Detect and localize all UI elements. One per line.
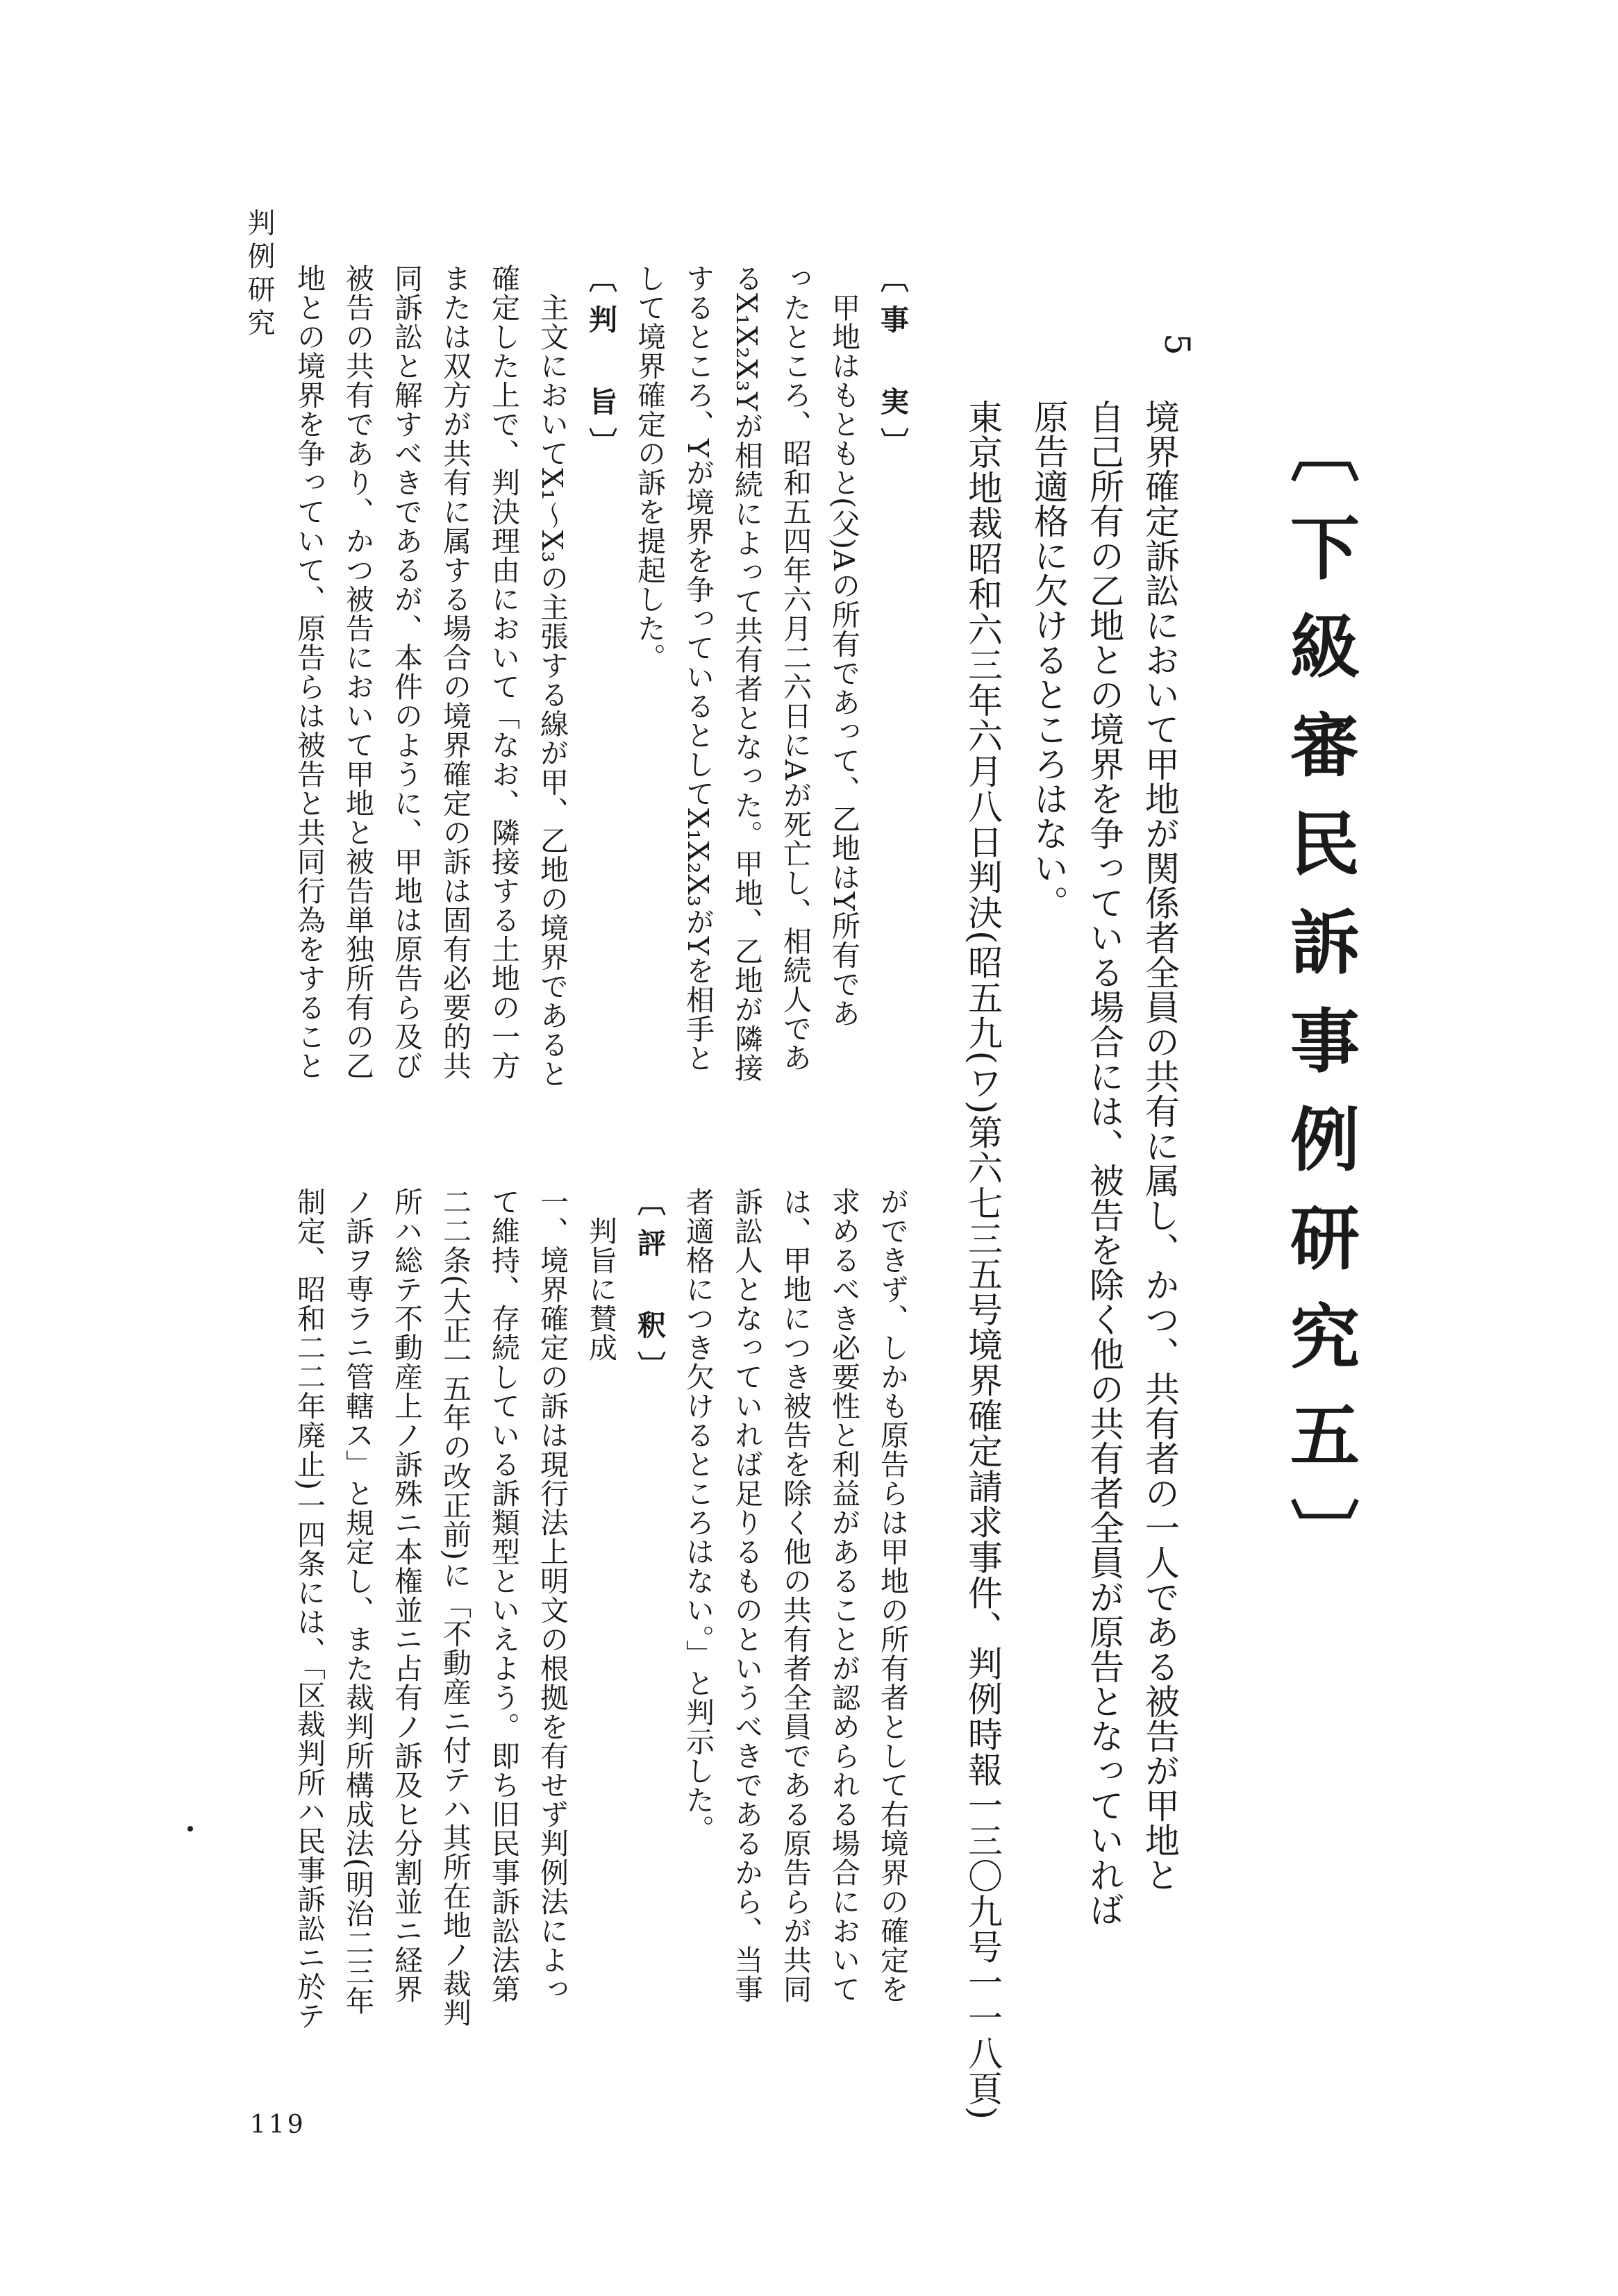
section-heading: 〔事 実〕: [876, 264, 909, 469]
body-upper-block: [285, 264, 917, 1201]
body-line: 訴訟人となっていれば足りるものというべきであるから、当事: [730, 1187, 763, 2004]
body-lower-block: [285, 1187, 917, 2069]
body-line: ができず、しかも原告らは甲地の所有者として右境界の確定を: [876, 1187, 909, 2004]
body-line: ノ訴ヲ専ラニ管轄ス」と規定し、また裁判所構成法(明治二三年: [341, 1187, 374, 2016]
holding-summary-line: 原告適格に欠けるところはない。: [1028, 399, 1069, 920]
body-line: 被告の共有であり、かつ被告において甲地と被告単独所有の乙: [341, 264, 374, 1080]
body-line: 求めるべき必要性と利益があることが認められる場合において: [827, 1187, 860, 2004]
case-number: 5: [1157, 333, 1197, 355]
holding-summary-line: 自己所有の乙地との境界を争っている場合には、被告を除く他の共有者全員が原告となっていれば: [1084, 399, 1124, 1927]
body-line: るX₁X₂X₃Yが相続によって共有者となった。甲地、乙地が隣接: [730, 264, 763, 1082]
body-line: 主文においてX₁～X₃の主張する線が甲、乙地の境界であると: [535, 264, 569, 1089]
holding-summary-line: 境界確定訴訟において甲地が関係者全員の共有に属し、かつ、共有者の一人である被告が甲地と: [1140, 399, 1180, 1892]
page-number: 119: [250, 2111, 306, 2139]
running-header: 判例研究: [243, 208, 275, 342]
margin-dot: [187, 1826, 193, 1832]
body-line: 者適格につき欠けるところはない。」と判示した。: [681, 1187, 715, 1844]
section-title: 〔下級審民訴事例研究五〕: [1278, 413, 1360, 1596]
body-line: て維持、存続している訴類型といえよう。即ち旧民事訴訟法第: [487, 1187, 520, 2004]
body-line: または双方が共有に属する場合の境界確定の訴は固有必要的共: [438, 264, 472, 1080]
body-line: 一、境界確定の訴は現行法上明文の根拠を有せず判例法によっ: [535, 1187, 569, 2004]
section-heading: 〔判 旨〕: [584, 264, 617, 469]
body-line: するところ、Yが境界を争っているとしてX₁X₂X₃がYを相手と: [681, 264, 715, 1073]
body-line: は、甲地につき被告を除く他の共有者全員である原告らが共同: [778, 1187, 812, 2004]
section-heading: 〔評 釈〕: [633, 1187, 666, 1392]
body-line: 甲地はもともと(父)Aの所有であって、乙地はY所有であ: [827, 264, 860, 1028]
holding-summary: [1021, 399, 1187, 2031]
body-line: 同訴訟と解すべきであるが、本件のように、甲地は原告ら及び: [390, 264, 423, 1080]
body-line: 二二条(大正一五年の改正前)に「不動産ニ付テハ其所在地ノ裁判: [438, 1187, 472, 2027]
body-line: 確定した上で、判決理由において「なお、隣接する土地の一方: [487, 264, 520, 1080]
body-line: して境界確定の訴を提起した。: [633, 264, 666, 672]
body-line: ったところ、昭和五四年六月二六日にAが死亡し、相続人であ: [778, 264, 812, 1073]
body-line: 地との境界を争っていて、原告らは被告と共同行為をすること: [292, 264, 326, 1080]
body-line: 制定、昭和二二年廃止)一四条には、「区裁判所ハ民事訴訟ニ於テ: [292, 1187, 326, 2031]
case-citation: 東京地裁昭和六三年六月八日判決(昭五九(ワ)第六七三五号境界確定請求事件、判例時報一三〇九号一一八頁): [962, 399, 1003, 2121]
body-line: 所ハ総テ不動産上ノ訴殊ニ本権並ニ占有ノ訴及ヒ分割並ニ経界: [390, 1187, 423, 2004]
body-line: 判旨に賛成: [584, 1187, 617, 1362]
